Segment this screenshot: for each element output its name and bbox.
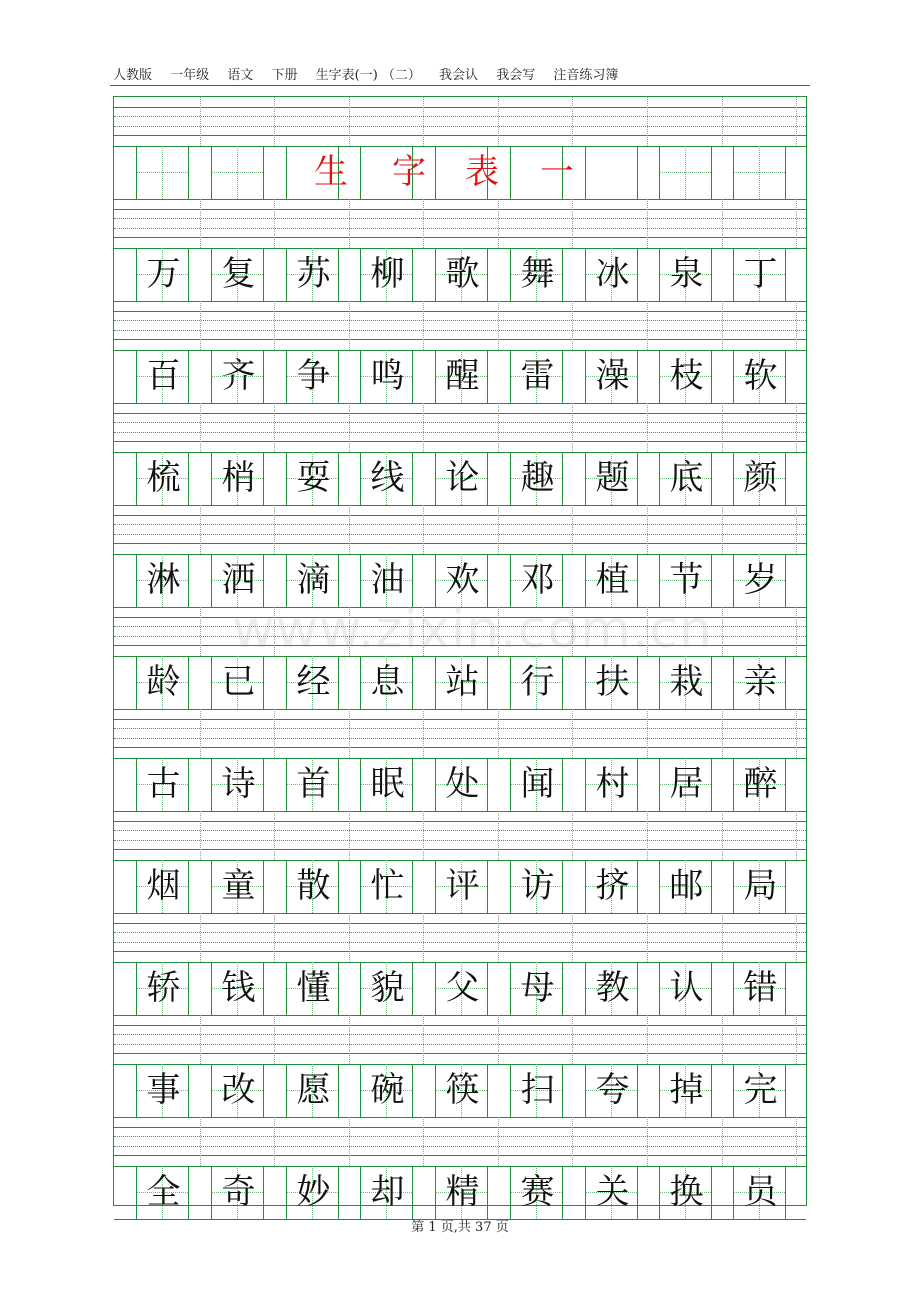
character-cell: [360, 350, 413, 403]
character-cell: [286, 860, 339, 913]
character-cell: [286, 962, 339, 1015]
character-cell: [211, 860, 264, 913]
hanzi-character: 筷: [445, 1070, 480, 1110]
hanzi-character: 掉: [669, 1070, 704, 1110]
character-cell: [435, 1166, 488, 1219]
hanzi-character: 枝: [669, 356, 704, 396]
character-row: [114, 248, 806, 301]
hanzi-character: 愿: [296, 1070, 331, 1110]
character-cell: [659, 962, 712, 1015]
page-header: [113, 64, 807, 86]
character-cell: [136, 248, 189, 301]
hanzi-character: 事: [146, 1070, 181, 1110]
character-cell: [136, 1064, 189, 1117]
hanzi-character: 百: [146, 356, 181, 396]
hanzi-character: 眠: [370, 764, 405, 804]
hanzi-character: 油: [370, 560, 405, 600]
header-item: 我会写: [496, 68, 536, 83]
character-cell: [733, 554, 786, 607]
header-item: 我会认: [439, 68, 479, 83]
character-cell: [510, 860, 563, 913]
character-cell: [286, 758, 339, 811]
character-cell: [510, 656, 563, 709]
character-cell: [360, 962, 413, 1015]
header-item: 下册: [271, 68, 298, 83]
character-cell: [435, 860, 488, 913]
hanzi-character: 夸: [595, 1070, 630, 1110]
hanzi-character: 丁: [743, 254, 778, 294]
character-cell: [733, 1166, 786, 1219]
hanzi-character: 颜: [743, 458, 778, 498]
character-cell: [510, 1064, 563, 1117]
hanzi-character: 烟: [146, 866, 181, 906]
hanzi-character: 论: [445, 458, 480, 498]
character-cell: [733, 1064, 786, 1117]
pinyin-band: [114, 913, 806, 962]
hanzi-character: 冰: [595, 254, 630, 294]
character-cell: [211, 656, 264, 709]
title-row: [114, 146, 806, 199]
title-character: 一: [540, 152, 574, 192]
hanzi-character: 认: [669, 968, 704, 1008]
character-cell: [136, 860, 189, 913]
hanzi-character: 关: [595, 1172, 630, 1212]
character-cell: [136, 554, 189, 607]
character-row: [114, 350, 806, 403]
character-row: [114, 758, 806, 811]
character-row: [114, 656, 806, 709]
character-cell: [585, 656, 638, 709]
character-cell: [733, 350, 786, 403]
character-cell: [286, 1064, 339, 1117]
character-cell: [659, 350, 712, 403]
hanzi-character: 懂: [296, 968, 331, 1008]
page-footer: 第 1 页,共 37 页: [411, 1220, 509, 1235]
hanzi-character: 错: [743, 968, 778, 1008]
hanzi-character: 局: [743, 866, 778, 906]
hanzi-character: 苏: [296, 254, 331, 294]
title-cell: [211, 146, 264, 199]
pinyin-band: [114, 199, 806, 248]
character-cell: [211, 962, 264, 1015]
character-cell: [733, 758, 786, 811]
character-cell: [360, 248, 413, 301]
character-cell: [510, 248, 563, 301]
character-cell: [286, 1166, 339, 1219]
hanzi-character: 员: [743, 1172, 778, 1212]
character-cell: [211, 1166, 264, 1219]
character-cell: [733, 962, 786, 1015]
header-item: 语文: [227, 68, 254, 83]
hanzi-character: 完: [743, 1070, 778, 1110]
hanzi-character: 教: [595, 968, 630, 1008]
pinyin-band: [114, 1117, 806, 1166]
hanzi-character: 梢: [221, 458, 256, 498]
hanzi-character: 精: [445, 1172, 480, 1212]
character-cell: [360, 1166, 413, 1219]
hanzi-character: 站: [445, 662, 480, 702]
hanzi-character: 醉: [743, 764, 778, 804]
character-cell: [733, 452, 786, 505]
hanzi-character: 节: [669, 560, 704, 600]
character-cell: [136, 452, 189, 505]
hanzi-character: 线: [370, 458, 405, 498]
title-character: 生: [314, 152, 348, 192]
character-cell: [510, 452, 563, 505]
hanzi-character: 赛: [520, 1172, 555, 1212]
character-cell: [435, 758, 488, 811]
character-cell: [659, 452, 712, 505]
hanzi-character: 扫: [520, 1070, 555, 1110]
hanzi-character: 洒: [221, 560, 256, 600]
hanzi-character: 醒: [445, 356, 480, 396]
hanzi-character: 处: [445, 764, 480, 804]
hanzi-character: 闻: [520, 764, 555, 804]
hanzi-character: 趣: [520, 458, 555, 498]
hanzi-character: 忙: [370, 866, 405, 906]
watermark: www.zixin.com.cn: [232, 600, 713, 660]
character-cell: [659, 1064, 712, 1117]
hanzi-character: 轿: [146, 968, 181, 1008]
hanzi-character: 母: [520, 968, 555, 1008]
character-cell: [435, 656, 488, 709]
hanzi-character: 古: [146, 764, 181, 804]
hanzi-character: 貌: [370, 968, 405, 1008]
character-cell: [585, 452, 638, 505]
character-cell: [286, 248, 339, 301]
hanzi-character: 鸣: [370, 356, 405, 396]
header-rule: [110, 85, 810, 86]
character-cell: [510, 350, 563, 403]
hanzi-character: 欢: [445, 560, 480, 600]
hanzi-character: 父: [445, 968, 480, 1008]
header-item: 一年级: [170, 68, 210, 83]
hanzi-character: 歌: [445, 254, 480, 294]
hanzi-character: 访: [520, 866, 555, 906]
title-cell: [659, 146, 712, 199]
hanzi-character: 散: [296, 866, 331, 906]
hanzi-character: 妙: [296, 1172, 331, 1212]
hanzi-character: 碗: [370, 1070, 405, 1110]
hanzi-character: 万: [146, 254, 181, 294]
character-cell: [286, 350, 339, 403]
hanzi-character: 息: [370, 662, 405, 702]
hanzi-character: 齐: [221, 356, 256, 396]
pinyin-band: [114, 301, 806, 350]
character-cell: [211, 758, 264, 811]
character-cell: [211, 1064, 264, 1117]
hanzi-character: 居: [669, 764, 704, 804]
character-cell: [360, 758, 413, 811]
character-cell: [659, 860, 712, 913]
character-cell: [510, 758, 563, 811]
title-character: 表: [465, 152, 499, 192]
hanzi-character: 换: [669, 1172, 704, 1212]
pinyin-band: [114, 97, 806, 146]
title-cell: [733, 146, 786, 199]
character-cell: [585, 248, 638, 301]
character-cell: [136, 656, 189, 709]
pinyin-band: [114, 505, 806, 554]
hanzi-character: 龄: [146, 662, 181, 702]
character-cell: [360, 656, 413, 709]
hanzi-character: 软: [743, 356, 778, 396]
pinyin-band: [114, 811, 806, 860]
pinyin-band: [114, 1015, 806, 1064]
pinyin-band: [114, 403, 806, 452]
hanzi-character: 复: [221, 254, 256, 294]
character-cell: [659, 656, 712, 709]
hanzi-character: 首: [296, 764, 331, 804]
hanzi-character: 经: [296, 662, 331, 702]
character-cell: [136, 962, 189, 1015]
hanzi-character: 泉: [669, 254, 704, 294]
pinyin-band: [114, 709, 806, 758]
character-cell: [435, 962, 488, 1015]
character-cell: [136, 1166, 189, 1219]
character-cell: [211, 350, 264, 403]
character-cell: [733, 248, 786, 301]
character-cell: [659, 758, 712, 811]
character-cell: [286, 656, 339, 709]
character-cell: [435, 1064, 488, 1117]
character-row: [114, 962, 806, 1015]
hanzi-character: 改: [221, 1070, 256, 1110]
hanzi-character: 已: [221, 662, 256, 702]
character-cell: [659, 248, 712, 301]
character-cell: [136, 758, 189, 811]
character-cell: [733, 860, 786, 913]
hanzi-character: 亲: [743, 662, 778, 702]
hanzi-character: 诗: [221, 764, 256, 804]
character-cell: [211, 452, 264, 505]
character-cell: [211, 248, 264, 301]
character-cell: [585, 1064, 638, 1117]
character-row: [114, 1166, 806, 1219]
character-cell: [585, 1166, 638, 1219]
hanzi-character: 滴: [296, 560, 331, 600]
character-cell: [435, 452, 488, 505]
character-cell: [510, 962, 563, 1015]
hanzi-character: 邓: [520, 560, 555, 600]
character-cell: [585, 350, 638, 403]
hanzi-character: 耍: [296, 458, 331, 498]
title-character: 字: [392, 152, 426, 192]
header-item: 生字表(一) （二）: [315, 68, 421, 83]
hanzi-character: 扶: [595, 662, 630, 702]
hanzi-character: 挤: [595, 866, 630, 906]
hanzi-character: 村: [595, 764, 630, 804]
hanzi-character: 栽: [669, 662, 704, 702]
character-row: [114, 1064, 806, 1117]
hanzi-character: 行: [520, 662, 555, 702]
hanzi-character: 淋: [146, 560, 181, 600]
hanzi-character: 全: [146, 1172, 181, 1212]
hanzi-character: 澡: [595, 356, 630, 396]
hanzi-character: 邮: [669, 866, 704, 906]
hanzi-character: 梳: [146, 458, 181, 498]
header-item: 人教版: [113, 68, 153, 83]
character-cell: [585, 758, 638, 811]
character-cell: [360, 860, 413, 913]
character-row: [114, 860, 806, 913]
hanzi-character: 评: [445, 866, 480, 906]
character-cell: [435, 248, 488, 301]
hanzi-character: 争: [296, 356, 331, 396]
hanzi-character: 童: [221, 866, 256, 906]
hanzi-character: 舞: [520, 254, 555, 294]
character-cell: [510, 1166, 563, 1219]
hanzi-character: 雷: [520, 356, 555, 396]
character-cell: [585, 962, 638, 1015]
character-cell: [360, 452, 413, 505]
character-cell: [286, 452, 339, 505]
hanzi-character: 题: [595, 458, 630, 498]
hanzi-character: 岁: [743, 560, 778, 600]
header-item: 注音练习簿: [553, 68, 619, 83]
character-cell: [136, 350, 189, 403]
hanzi-character: 钱: [221, 968, 256, 1008]
character-cell: [360, 1064, 413, 1117]
hanzi-character: 却: [370, 1172, 405, 1212]
character-row: [114, 452, 806, 505]
hanzi-character: 柳: [370, 254, 405, 294]
hanzi-character: 植: [595, 560, 630, 600]
hanzi-character: 奇: [221, 1172, 256, 1212]
title-cell: [136, 146, 189, 199]
title-cell: [585, 146, 638, 199]
hanzi-character: 底: [669, 458, 704, 498]
character-cell: [733, 656, 786, 709]
character-cell: [435, 350, 488, 403]
character-cell: [585, 860, 638, 913]
character-cell: [659, 1166, 712, 1219]
